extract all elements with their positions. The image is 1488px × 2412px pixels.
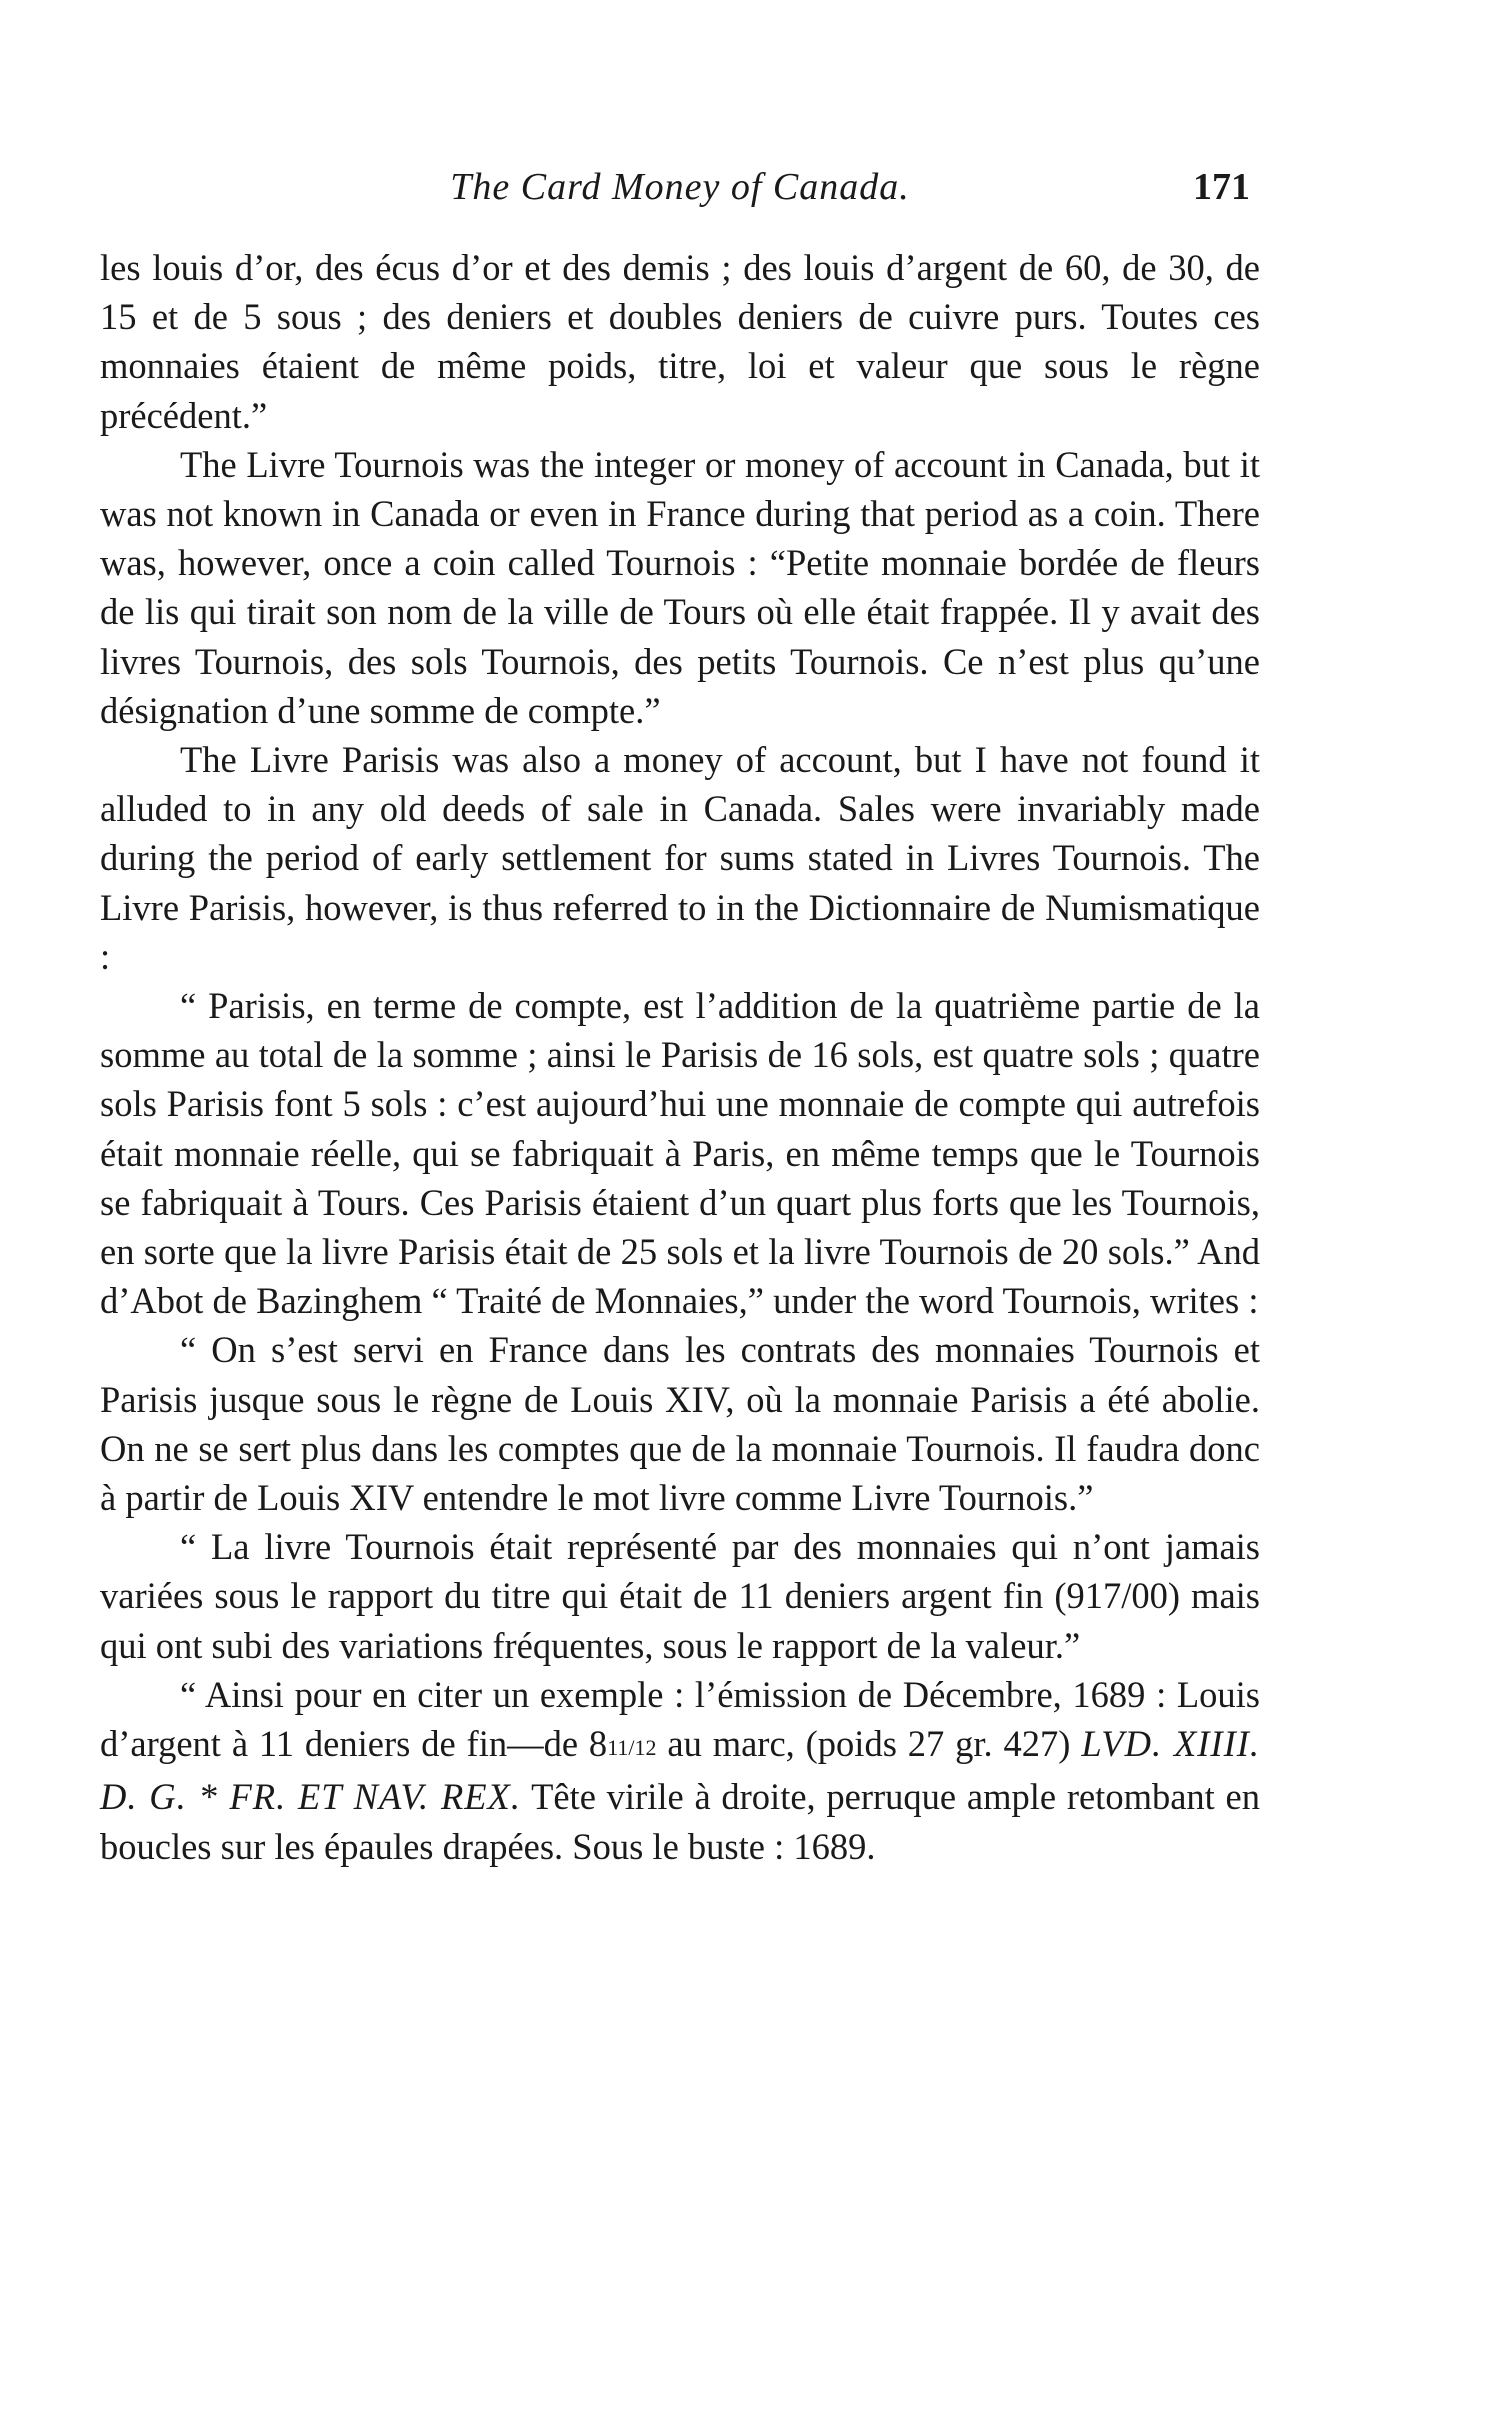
paragraph-3: The Livre Parisis was also a money of account, but I have not found it alluded to in any old deeds of sale in Canada. Sales were invariably made during the period of early settlement for sums stated in Livres Tournois. The Livre Parisis, however, is thus referred to in the Dictionnaire de Numismatique :: [100, 739, 1260, 977]
coin-legend: LVD. XIIII. D. G. * FR. ET NAV. REX.: [100, 1723, 1261, 1818]
paragraph-2: The Livre Tournois was the integer or money of account in Canada, but it was not known in Canada or even in France during that period as a coin. There was, however, once a coin called Tournois : “Petite monnaie bordée de fleurs de lis qui tirait son nom de la ville de Tours où elle était frappée. Il y avait des livres Tournois, des sols Tournois, des petits Tournois. Ce n’est plus qu’une désignation d’une somme de compte.”: [100, 443, 1260, 731]
running-title: The Card Money of Canada.: [450, 166, 910, 208]
page-number: 171: [1193, 166, 1250, 208]
fineness-fraction: 11/12: [607, 1735, 657, 1761]
paragraph-1: les louis d’or, des écus d’or et des demis ; des louis d’argent de 60, de 30, de 15 et de 5 sous ; des deniers et doubles deniers de cuivre purs. Toutes ces monnaies étaient de même poids, titre, loi et valeur que sous le règne précédent.”: [100, 247, 1260, 436]
body-text: [100, 243, 1260, 1871]
page-header: [100, 165, 1260, 225]
quotation-livre-tournois: “ La livre Tournois était représenté par des monnaies qui n’ont jamais variées sous le rapport du titre qui était de 11 deniers argent fin (917/00) mais qui ont subi des variations fréquentes, sous le rapport de la valeur.”: [100, 1526, 1260, 1666]
quotation-dictionnaire: “ Parisis, en terme de compte, est l’addition de la quatrième partie de la somme au total de la somme ; ainsi le Parisis de 16 sols, est quatre sols ; quatre sols Parisis font 5 sols : c’est aujourd’hui une monnaie de compte qui autrefois était monnaie réelle, qui se fabriquait à Paris, en même temps que le Tournois se fabriquait à Tours. Ces Parisis étaient d’un quart plus forts que les Tournois, en sorte que la livre Parisis était de 25 sols et la livre Tournois de 20 sols.” And d’Abot de Bazinghem “ Traité de Monnaies,” under the word Tournois, writes :: [100, 985, 1260, 1322]
emission-text-part-3: Tête virile à droite, perruque ample retombant en boucles sur les épaules drapées. Sous le buste : 1689.: [100, 1776, 1261, 1867]
emission-text-part-2: au marc, (poids 27 gr. 427): [656, 1723, 1082, 1765]
emission-text-part-1: “ Ainsi pour en citer un exemple : l’émission de Décembre, 1689 : Louis d’argent à 11 deniers de fin—de 8: [100, 1673, 1260, 1765]
quotation-bazinghem: “ On s’est servi en France dans les contrats des monnaies Tournois et Parisis jusque sous le règne de Louis XIV, où la monnaie Parisis a été abolie. On ne se sert plus dans les comptes que de la monnaie Tournois. Il faudra donc à partir de Louis XIV entendre le mot livre comme Livre Tournois.”: [100, 1329, 1260, 1519]
quotation-emission-1689: [100, 1670, 1260, 1871]
